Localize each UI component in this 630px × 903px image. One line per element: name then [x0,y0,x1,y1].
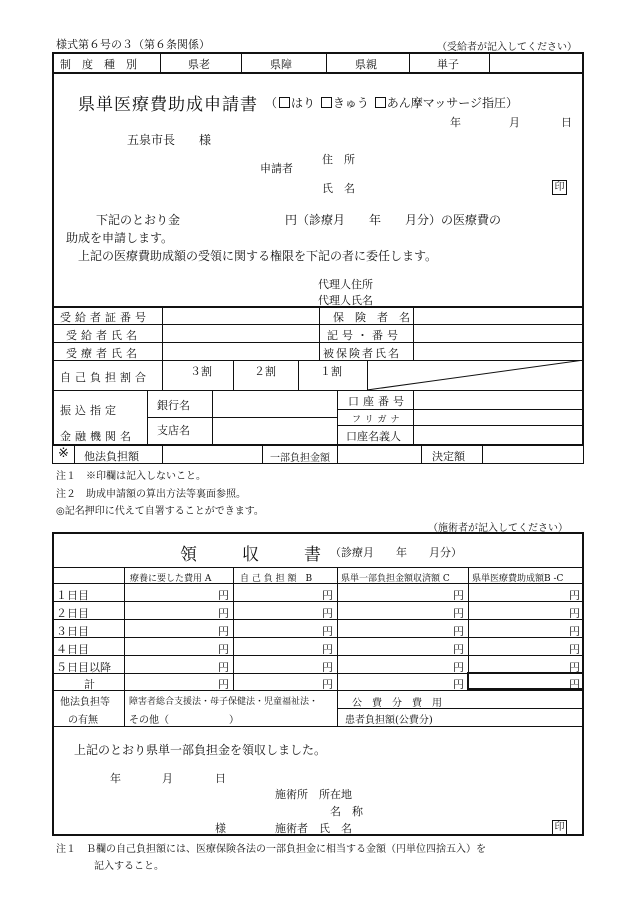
institution-label: 金融機関名 [60,430,135,443]
note-1: 注１ ※印欄は記入しないこと。 [56,471,206,482]
recipient-no-label: 受給者証番号 [60,311,150,324]
yen-mark: 円 [218,607,229,620]
name-label: 氏 名 [322,182,355,195]
yen-mark: 円 [218,643,229,656]
checkbox-anma[interactable] [375,97,386,108]
row-day-4: ４日目 [56,643,89,656]
decided-label: 決定額 [432,450,465,463]
agent-name-label: 代理人氏名 [318,294,373,307]
diagonal-line [367,360,584,390]
body-line-1a: 下記のとおり金 [96,213,181,227]
receipt-day: 日 [215,772,226,785]
receipt-month-label: 月 [162,772,173,785]
recipient-note: （受給者が記入してください） [437,42,577,53]
branch-label: 支店名 [157,424,190,437]
receipt-year: 年 [110,772,121,785]
yen-mark: 円 [322,607,333,620]
account-holder-label: 口座名義人 [346,430,401,443]
practitioner-note: （施術者が記入してください） [428,523,568,534]
note-3: ◎記名押印に代えて自署することができます。 [56,506,264,517]
copay-ratio-label: 自己負担割合 [60,371,150,384]
insured-name-label: 被保険者氏名 [323,347,401,360]
application-title: 県単医療費助成申請書 [78,95,258,115]
yen-mark: 円 [218,678,229,691]
other-law-label-2: の有無 [68,715,98,726]
receipt-seal-mark: 印 [552,820,567,835]
seido-option-kenshin[interactable]: 県親 [355,58,377,71]
yen-mark: 円 [453,678,464,691]
other-law-label-1: 他法負担等 [60,697,110,708]
insurer-label: 保 険 者 名 [333,311,410,324]
practitioner-name-label: 施術者 氏 名 [275,822,352,835]
body-line-2: 助成を申請します。 [66,231,174,245]
agent-address-label: 代理人住所 [318,278,373,291]
receipt-title: 領 収 書 [180,545,335,565]
patient-burden-label: 患者負担額(公費分) [345,715,433,726]
date-day: 日 [561,116,572,129]
yen-mark: 円 [453,607,464,620]
date-year: 年 [450,116,461,129]
yen-mark: 円 [322,589,333,602]
patient-name-label: 受療者氏名 [66,347,141,360]
col-header-b: 自 己 負 担 額 B [240,574,313,584]
yen-mark: 円 [453,661,464,674]
col-header-bc: 県単医療費助成額B -C [472,574,564,584]
sama-label: 様 [215,822,226,835]
treatment-kinds: （ はり きゅう あん摩マッサージ指圧） [265,96,518,110]
row-day-5: ５日目以降 [56,661,111,674]
row-day-1: １日目 [56,589,89,602]
yen-mark: 円 [218,661,229,674]
public-expense-label: 公 費 分 費 用 [352,698,442,709]
yen-mark: 円 [322,643,333,656]
yen-mark: 円 [322,661,333,674]
yen-mark: 円 [569,661,580,674]
row-day-3: ３日目 [56,625,89,638]
row-total: 計 [84,678,95,691]
seido-label: 制 度 種 別 [60,58,137,71]
yen-mark: 円 [569,678,580,691]
ratio-option-3[interactable]: ３割 [190,365,212,378]
total-bc-cell [467,672,584,690]
other-burden-label: 他法負担額 [84,450,139,463]
body-line-3: 上記の医療費助成額の受領に関する権限を下記の者に委任します。 [78,249,438,263]
seido-option-kenro[interactable]: 県老 [188,58,210,71]
yen-mark: 円 [569,589,580,602]
furigana-label: フリガナ [352,415,404,425]
yen-mark: 円 [453,643,464,656]
body-line-1b: 円（診療月 年 月分）の医療費の [285,213,502,227]
laws-list: 障害者総合支援法・母子保健法・児童福祉法・ [129,697,319,707]
yen-mark: 円 [453,625,464,638]
yen-mark: 円 [322,678,333,691]
form-number: 様式第６号の３（第６条関係） [56,38,210,51]
recipient-name-label: 受給者氏名 [66,329,141,342]
address-label: 住 所 [322,153,355,166]
col-header-a: 療養に要した費用 A [130,574,212,584]
account-no-label: 口座番号 [348,395,408,408]
yen-mark: 円 [569,625,580,638]
transfer-label: 振込指定 [60,404,120,417]
facility-name-label: 名 称 [330,805,363,818]
checkbox-hari[interactable] [279,97,290,108]
col-header-c: 県単一部負担金額収済額 C [341,574,450,584]
partial-burden-label: 一部負担金額 [270,453,330,464]
note-2: 注２ 助成申請額の算出方法等裏面参照。 [56,489,246,500]
bank-label: 銀行名 [157,399,190,412]
date-month: 月 [509,116,520,129]
seal-mark: 印 [552,180,567,195]
row-day-2: ２日目 [56,607,89,620]
applicant-label: 申請者 [260,162,293,175]
received-text: 上記のとおり県単一部負担金を領収しました。 [74,743,327,757]
yen-mark: 円 [569,607,580,620]
seido-option-kensho[interactable]: 県障 [270,58,292,71]
yen-mark: 円 [453,589,464,602]
seido-option-tanshi[interactable]: 単子 [437,58,459,71]
ratio-option-2[interactable]: ２割 [254,365,276,378]
checkbox-kyu[interactable] [321,97,332,108]
symbol-no-label: 記号・番号 [327,329,402,342]
facility-address-label: 施術所 所在地 [275,788,352,801]
office-mark: ※ [58,446,69,461]
addressee: 五泉市長 様 [127,133,212,147]
footer-note-1b: 記入すること。 [94,861,164,872]
yen-mark: 円 [218,625,229,638]
yen-mark: 円 [218,589,229,602]
yen-mark: 円 [322,625,333,638]
receipt-month: （診療月 年 月分） [330,546,462,559]
footer-note-1: 注１ Ｂ欄の自己負担額には、医療保険各法の一部負担金に相当する金額（円単位四捨五入）を [56,844,486,855]
ratio-option-1[interactable]: １割 [320,365,342,378]
yen-mark: 円 [569,643,580,656]
laws-other: その他（ ） [129,715,239,726]
